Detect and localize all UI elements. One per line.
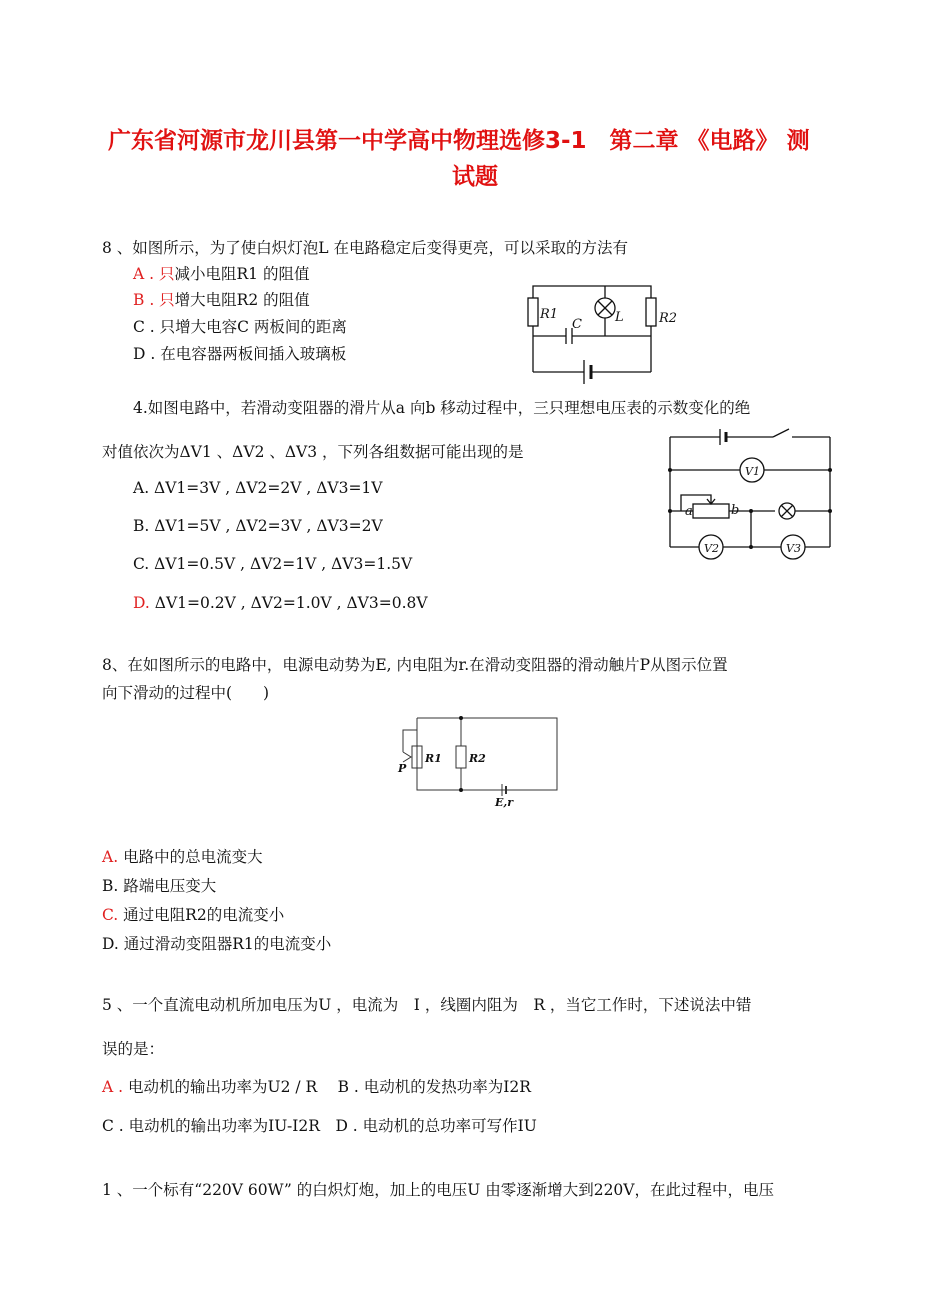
q4-option-d-text: ΔV1=0.2V , ΔV2=1.0V , ΔV3=0.8V [154, 594, 428, 612]
q8b-fig-r1: R1 [425, 752, 442, 765]
doc-title-line2: 试题 [452, 164, 498, 190]
q4-fig-v1: V1 [745, 465, 760, 478]
q5-option-a-label: A . [102, 1078, 124, 1096]
q8b-option-d: D. 通过滑动变阻器R1的电流变小 [102, 935, 332, 953]
q4-fig-a: a [685, 504, 693, 519]
q8a-option-a-text: 减小电阻R1 的阻值 [174, 265, 310, 283]
q8b-fig-er: E,r [495, 796, 514, 809]
q8a-fig-c: C [572, 317, 582, 332]
q1-stem-line1: 1 、一个标有“220V 60W” 的白炽灯炮，加上的电压U 由零逐渐增大到220V，在此过程中，电压 [102, 1181, 774, 1199]
q4-option-c: C. ΔV1=0.5V , ΔV2=1V , ΔV3=1.5V [133, 555, 413, 573]
q8b-fig-p: P [398, 762, 407, 775]
q8a-option-a-label: A . 只 [133, 265, 175, 283]
q5-option-a-b [102, 1075, 531, 1097]
q4-stem-line1: 4.如图电路中，若滑动变阻器的滑片从a 向b 移动过程中，三只理想电压表的示数变化的绝 [133, 399, 751, 417]
q8b-option-c-label: C. [102, 906, 119, 924]
q8a-option-b-label: B . 只 [133, 291, 175, 309]
q8b-option-c [102, 903, 284, 925]
q4-option-b: B. ΔV1=5V , ΔV2=3V , ΔV3=2V [133, 517, 383, 535]
q8b-stem-line1: 8、在如图所示的电路中，电源电动势为E, 内电阻为r.在滑动变阻器的滑动触片P从图示位置 [102, 656, 728, 674]
q8b-option-a-text: 电路中的总电流变大 [123, 848, 263, 866]
q4-stem-line2: 对值依次为ΔV1 、ΔV2 、ΔV3 ，下列各组数据可能出现的是 [102, 443, 524, 461]
q8b-fig-r2: R2 [469, 752, 486, 765]
q4-fig-v3: V3 [786, 542, 801, 555]
q4-option-a: A. ΔV1=3V , ΔV2=2V , ΔV3=1V [133, 479, 383, 497]
q8b-stem-line2: 向下滑动的过程中( ) [102, 684, 270, 702]
q8a-stem: 8 、如图所示，为了使白炽灯泡L 在电路稳定后变得更亮，可以采取的方法有 [102, 239, 629, 257]
q8a-fig-l: L [615, 310, 624, 325]
q4-circuit-diagram [665, 425, 840, 565]
doc-title-line1: 广东省河源市龙川县第一中学高中物理选修3-1 第二章 《电路》 测 [108, 128, 810, 154]
q8b-option-c-text: 通过电阻R2的电流变小 [123, 906, 285, 924]
q8a-option-b [133, 288, 310, 310]
q8a-fig-r2: R2 [659, 311, 678, 326]
q4-fig-b: b [731, 503, 740, 518]
q5-option-c-d: C . 电动机的输出功率为IU-I2R D . 电动机的总功率可写作IU [102, 1117, 537, 1135]
q8a-circuit-diagram [520, 278, 678, 388]
q8b-option-b: B. 路端电压变大 [102, 877, 217, 895]
q8a-option-a [133, 262, 309, 284]
q5-stem-line2: 误的是： [102, 1040, 165, 1058]
q5-option-a-b-text: 电动机的输出功率为U2 / R B . 电动机的发热功率为I2R [128, 1078, 531, 1096]
q8a-option-c: C . 只增大电容C 两板间的距离 [133, 318, 347, 336]
q8b-option-a [102, 845, 263, 867]
q8b-option-a-label: A. [102, 848, 119, 866]
q5-stem-line1: 5 、一个直流电动机所加电压为U ，电流为 I ，线圈内阻为 R ，当它工作时，下述说法中错 [102, 996, 752, 1014]
q8a-option-d: D . 在电容器两板间插入玻璃板 [133, 345, 347, 363]
q8a-fig-r1: R1 [540, 307, 559, 322]
q4-option-d [133, 594, 428, 612]
q4-fig-v2: V2 [704, 542, 719, 555]
q8a-option-b-text: 增大电阻R2 的阻值 [174, 291, 310, 309]
q8b-circuit-diagram [395, 708, 565, 808]
q4-option-d-label: D. [133, 594, 150, 612]
